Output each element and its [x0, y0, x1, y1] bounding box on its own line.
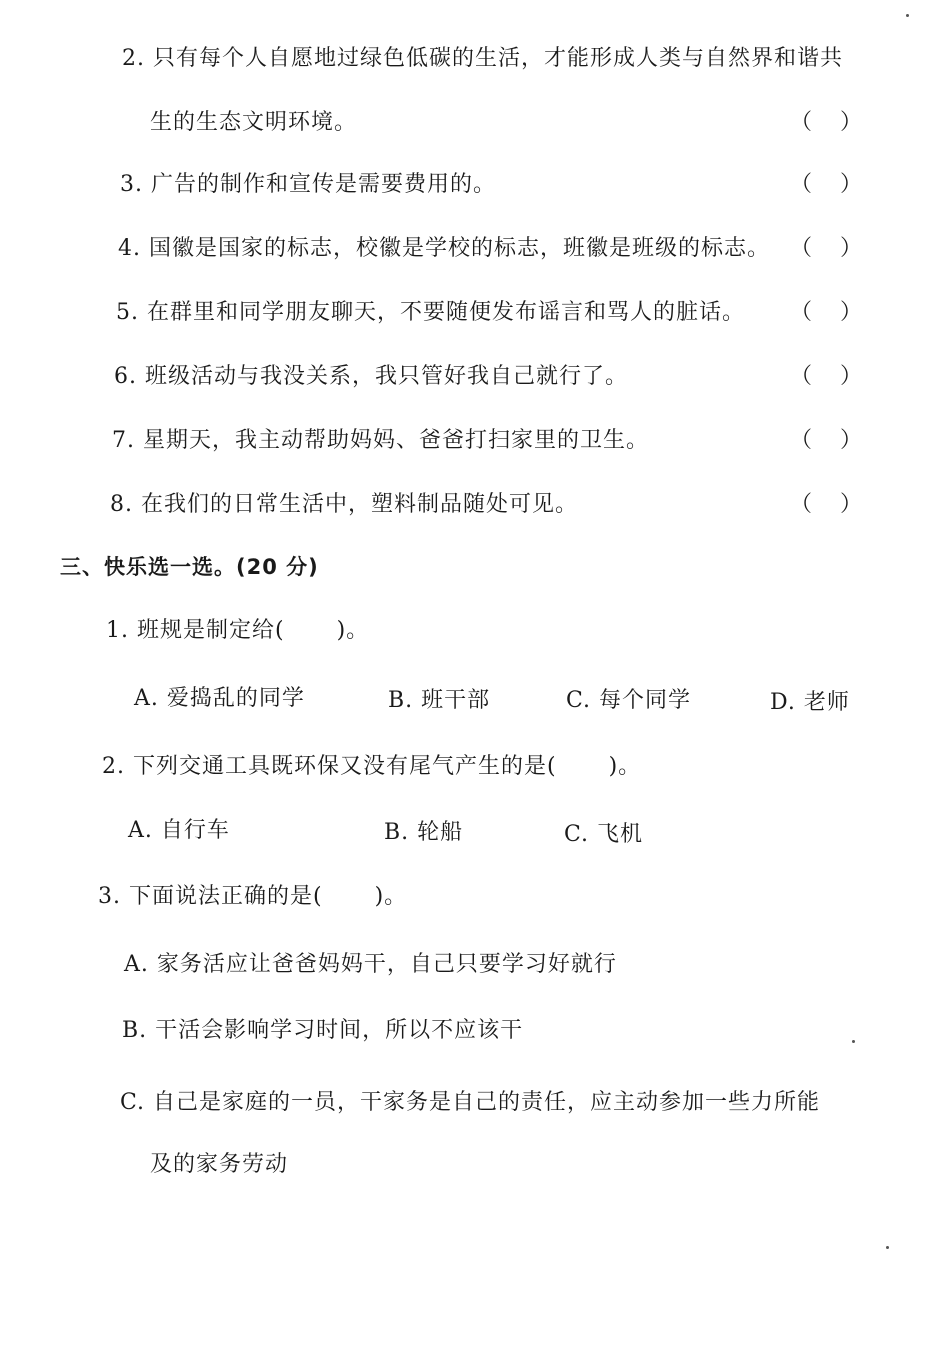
item-text: 只有每个人自愿地过绿色低碳的生活，才能形成人类与自然界和谐共 [153, 46, 844, 71]
choice-3-option-a[interactable]: A. 家务活应让爸爸妈妈干，自己只要学习好就行 [124, 952, 617, 977]
judge-item-5 [116, 298, 745, 328]
item-number: 8. [110, 492, 133, 517]
judge-item-6 [114, 362, 628, 392]
answer-blank-7[interactable]: （ ） [790, 428, 862, 453]
judge-item-2-line2: 生的生态文明环境。 [150, 110, 358, 135]
choice-2-option-b[interactable]: B. 轮船 [384, 820, 464, 845]
item-text: 广告的制作和宣传是需要费用的。 [151, 172, 497, 197]
choice-1-option-b[interactable]: B. 班干部 [388, 688, 491, 713]
choice-3-option-c-line2: 及的家务劳动 [150, 1152, 289, 1177]
item-number: 6. [114, 364, 137, 389]
choice-2-option-a[interactable]: A. 自行车 [128, 818, 230, 843]
answer-blank-5[interactable]: （ ） [790, 300, 862, 325]
choice-item-1-stem: 1. 班规是制定给( )。 [106, 618, 370, 643]
item-number: 3. [120, 172, 143, 197]
item-number: 2. [122, 46, 145, 71]
judge-item-8 [110, 490, 578, 520]
item-text: 国徽是国家的标志，校徽是学校的标志，班徽是班级的标志。 [149, 236, 771, 261]
choice-2-option-c[interactable]: C. 飞机 [564, 822, 644, 847]
answer-blank-8[interactable]: （ ） [790, 492, 862, 517]
answer-blank-4[interactable]: （ ） [790, 236, 862, 261]
item-number: 7. [112, 428, 135, 453]
item-number: 5. [116, 300, 139, 325]
item-number: 4. [118, 236, 141, 261]
item-text: 在我们的日常生活中，塑料制品随处可见。 [141, 492, 579, 517]
choice-3-option-b[interactable]: B. 干活会影响学习时间，所以不应该干 [122, 1018, 524, 1043]
item-text: 在群里和同学朋友聊天，不要随便发布谣言和骂人的脏话。 [147, 300, 746, 325]
choice-item-3-stem: 3. 下面说法正确的是( )。 [98, 884, 408, 909]
answer-blank-6[interactable]: （ ） [790, 364, 862, 389]
choice-item-2-stem: 2. 下列交通工具既环保又没有尾气产生的是( )。 [102, 754, 642, 779]
choice-1-option-a[interactable]: A. 爱捣乱的同学 [134, 686, 305, 711]
scan-speck [852, 1040, 855, 1043]
section-3-heading: 三、快乐选一选。(20 分) [60, 555, 319, 579]
item-number: 3. [98, 884, 121, 909]
judge-item-7 [112, 426, 649, 456]
judge-item-4 [118, 234, 770, 264]
scan-speck [906, 14, 909, 17]
choice-1-option-d[interactable]: D. 老师 [770, 690, 850, 715]
answer-blank-2[interactable]: （ ） [790, 110, 862, 135]
item-number: 1. [106, 618, 129, 643]
choice-1-option-c[interactable]: C. 每个同学 [566, 688, 692, 713]
item-text: 星期天，我主动帮助妈妈、爸爸打扫家里的卫生。 [143, 428, 650, 453]
choice-3-option-c[interactable]: C. 自己是家庭的一员，干家务是自己的责任，应主动参加一些力所能 [120, 1090, 821, 1115]
judge-item-3 [120, 170, 496, 200]
judge-item-2-line1 [122, 44, 843, 74]
answer-blank-3[interactable]: （ ） [790, 172, 862, 197]
item-number: 2. [102, 754, 125, 779]
item-text: 班级活动与我没关系，我只管好我自己就行了。 [145, 364, 629, 389]
scan-speck [886, 1246, 889, 1249]
